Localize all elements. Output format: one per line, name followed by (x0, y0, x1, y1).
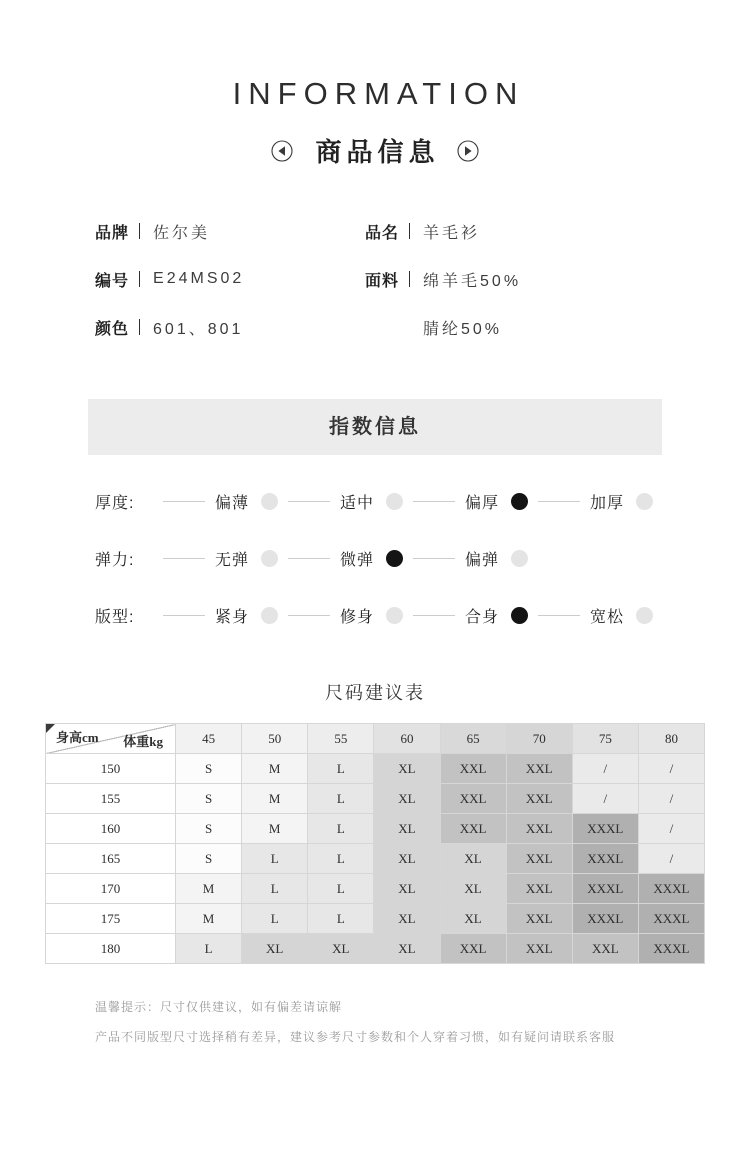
index-dot (636, 607, 653, 624)
height-cell: 170 (46, 874, 176, 904)
index-rows (0, 489, 750, 627)
size-cell: M (242, 784, 308, 814)
index-dot-selected (511, 493, 528, 510)
product-field (95, 315, 365, 339)
height-cell: 165 (46, 844, 176, 874)
field-value: 佐尔美 (153, 224, 211, 242)
size-cell: XXL (440, 814, 506, 844)
size-cell: XXL (506, 844, 572, 874)
corner-label-height: 身高cm (56, 730, 99, 745)
index-option-label: 紧身 (215, 608, 250, 626)
page-title: INFORMATION (232, 76, 525, 111)
height-cell: 180 (46, 934, 176, 964)
size-cell: XXXL (638, 874, 704, 904)
size-cell: XXL (440, 754, 506, 784)
size-table-title: 尺码建议表 (325, 683, 425, 703)
field-divider (409, 223, 410, 239)
corner-mark (46, 724, 55, 733)
index-option-label: 偏厚 (465, 494, 500, 512)
size-cell: XXXL (638, 934, 704, 964)
index-dot-selected (511, 607, 528, 624)
size-cell: L (308, 814, 374, 844)
size-cell: M (242, 814, 308, 844)
separator-line (413, 501, 455, 502)
size-cell: M (176, 904, 242, 934)
index-row (95, 603, 750, 627)
size-cell: XXXL (572, 874, 638, 904)
size-table-row (46, 874, 705, 904)
separator-line (163, 558, 205, 559)
height-cell: 160 (46, 814, 176, 844)
size-cell: L (308, 874, 374, 904)
size-table-row (46, 784, 705, 814)
size-cell: XL (374, 784, 440, 814)
index-row-label: 版型: (95, 608, 135, 626)
weight-header-cell: 55 (308, 724, 374, 754)
field-value: 羊毛衫 (423, 224, 481, 242)
field-divider (139, 223, 140, 239)
index-row-label: 厚度: (95, 494, 135, 512)
field-value: 腈纶50% (423, 320, 503, 338)
size-cell: XXL (440, 784, 506, 814)
size-cell: L (308, 784, 374, 814)
field-divider (139, 271, 140, 287)
size-cell: XXXL (572, 814, 638, 844)
size-table-body (46, 724, 705, 964)
size-cell: XXXL (638, 904, 704, 934)
size-cell: XL (374, 754, 440, 784)
index-option-label: 修身 (340, 608, 375, 626)
index-option-label: 合身 (465, 608, 500, 626)
field-value: 绵羊毛50% (423, 272, 522, 290)
separator-line (288, 501, 330, 502)
size-cell: XL (440, 904, 506, 934)
height-cell: 155 (46, 784, 176, 814)
field-value: E24MS02 (153, 270, 245, 287)
index-dot (386, 493, 403, 510)
field-label: 颜色 (95, 320, 130, 338)
circle-arrow-left-icon (270, 139, 294, 163)
size-cell: XL (374, 814, 440, 844)
weight-header-cell: 70 (506, 724, 572, 754)
size-cell: / (572, 784, 638, 814)
circle-arrow-right-icon (456, 139, 480, 163)
height-cell: 150 (46, 754, 176, 784)
product-field (95, 219, 365, 243)
field-label: 品名 (365, 224, 400, 242)
size-cell: S (176, 754, 242, 784)
size-cell: XXL (506, 784, 572, 814)
product-field (365, 315, 521, 339)
size-cell: XL (374, 904, 440, 934)
height-cell: 175 (46, 904, 176, 934)
size-cell: L (308, 904, 374, 934)
size-cell: XXXL (572, 904, 638, 934)
index-info-banner: 指数信息 (88, 399, 662, 455)
field-divider (409, 271, 410, 287)
note-warm-tip: 温馨提示：尺寸仅供建议，如有偏差请谅解 (95, 1000, 343, 1014)
size-cell: XL (440, 874, 506, 904)
index-row (95, 489, 750, 513)
field-label: 品牌 (95, 224, 130, 242)
size-table-row (46, 754, 705, 784)
size-cell: XXL (440, 934, 506, 964)
index-row-label: 弹力: (95, 551, 135, 569)
separator-line (538, 615, 580, 616)
index-option-label: 加厚 (590, 494, 625, 512)
notes (95, 998, 750, 1045)
size-table-row (46, 814, 705, 844)
size-cell: XXL (506, 874, 572, 904)
size-cell: XL (374, 934, 440, 964)
separator-line (413, 615, 455, 616)
separator-line (413, 558, 455, 559)
separator-line (163, 501, 205, 502)
size-cell: XXL (506, 754, 572, 784)
size-cell: / (638, 814, 704, 844)
index-dot (386, 607, 403, 624)
size-cell: XL (374, 874, 440, 904)
weight-header-cell: 65 (440, 724, 506, 754)
size-cell: L (242, 904, 308, 934)
field-value: 601、801 (153, 320, 244, 338)
size-cell: XL (440, 844, 506, 874)
subtitle-row (0, 132, 750, 169)
index-dot (511, 550, 528, 567)
index-option-label: 无弹 (215, 551, 250, 569)
index-dot (261, 607, 278, 624)
size-cell: S (176, 844, 242, 874)
product-col-right (365, 219, 521, 363)
size-cell: / (638, 844, 704, 874)
index-dot (636, 493, 653, 510)
product-col-left (95, 219, 365, 363)
index-option-label: 偏弹 (465, 551, 500, 569)
size-cell: S (176, 814, 242, 844)
product-field (365, 219, 521, 243)
size-cell: XXL (506, 934, 572, 964)
corner-label-weight: 体重kg (123, 734, 163, 749)
size-cell: XXL (572, 934, 638, 964)
separator-line (538, 501, 580, 502)
index-dot-selected (386, 550, 403, 567)
note-fit-advice: 产品不同版型尺寸选择稍有差异，建议参考尺寸参数和个人穿着习惯，如有疑问请联系客服 (95, 1030, 616, 1044)
index-option-label: 宽松 (590, 608, 625, 626)
weight-header-cell: 45 (176, 724, 242, 754)
product-field (365, 267, 521, 291)
index-dot (261, 550, 278, 567)
size-table-row (46, 844, 705, 874)
size-cell: S (176, 784, 242, 814)
size-cell: XL (308, 934, 374, 964)
size-cell: XXXL (572, 844, 638, 874)
size-cell: XL (374, 844, 440, 874)
size-table (45, 723, 705, 964)
size-cell: L (176, 934, 242, 964)
separator-line (288, 615, 330, 616)
size-cell: XXL (506, 814, 572, 844)
weight-header-cell: 50 (242, 724, 308, 754)
table-header-row (46, 724, 705, 754)
separator-line (288, 558, 330, 559)
size-cell: M (242, 754, 308, 784)
field-label: 编号 (95, 272, 130, 290)
size-table-row (46, 904, 705, 934)
index-option-label: 偏薄 (215, 494, 250, 512)
weight-header-cell: 80 (638, 724, 704, 754)
index-option-label: 适中 (340, 494, 375, 512)
field-label: 面料 (365, 272, 400, 290)
product-details (95, 219, 750, 363)
weight-header-cell: 60 (374, 724, 440, 754)
size-cell: / (638, 754, 704, 784)
index-option-label: 微弹 (340, 551, 375, 569)
table-corner-cell (46, 724, 176, 754)
weight-header-cell: 75 (572, 724, 638, 754)
size-cell: / (638, 784, 704, 814)
size-table-row (46, 934, 705, 964)
page-subtitle: 商品信息 (315, 138, 440, 167)
product-field (95, 267, 365, 291)
size-cell: M (176, 874, 242, 904)
size-cell: L (308, 754, 374, 784)
size-cell: L (242, 874, 308, 904)
separator-line (163, 615, 205, 616)
size-cell: XXL (506, 904, 572, 934)
field-divider (139, 319, 140, 335)
size-cell: / (572, 754, 638, 784)
index-row (95, 546, 750, 570)
size-cell: L (242, 844, 308, 874)
size-cell: XL (242, 934, 308, 964)
size-cell: L (308, 844, 374, 874)
index-dot (261, 493, 278, 510)
